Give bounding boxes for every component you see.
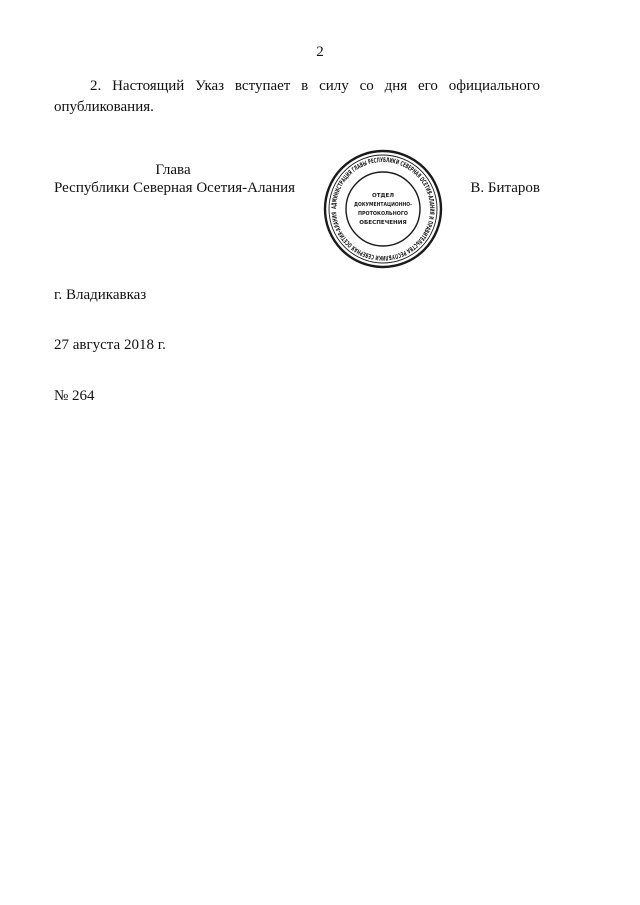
stamp-center-line-1: ОТДЕЛ: [371, 193, 395, 199]
decree-number: № 264: [54, 388, 95, 404]
stamp-center-line-2: ДОКУМЕНТАЦИОННО-: [354, 202, 413, 208]
stamp-center-line-3: ПРОТОКОЛЬНОГО: [358, 211, 409, 217]
issue-city: г. Владикавказ: [54, 287, 147, 303]
decree-paragraph: 2. Настоящий Указ вступает в силу со дня его официального опубликования.: [54, 78, 540, 115]
signatory-name: В. Битаров: [470, 180, 540, 196]
issue-date: 27 августа 2018 г.: [54, 337, 166, 353]
stamp-center-ring: [346, 172, 420, 246]
stamp-outer-text: АДМИНИСТРАЦИЯ ГЛАВЫ РЕСПУБЛИКИ СЕВЕРНАЯ ОСЕТИЯ-АЛАНИЯ И ПРАВИТЕЛЬСТВА РЕСПУБЛИКИ СЕВЕРНАЯ ОСЕТИЯ-АЛАНИЯ: [329, 155, 437, 263]
page-number: 2: [316, 44, 324, 60]
signatory-organization: Республики Северная Осетия-Алания: [54, 180, 296, 196]
official-stamp: [322, 148, 444, 270]
signatory-title: Глава: [155, 162, 191, 178]
stamp-center-line-4: ОБЕСПЕЧЕНИЯ: [359, 220, 407, 226]
stamp-outer-ring: [325, 151, 441, 267]
stamp-inner-ring: [329, 155, 437, 263]
